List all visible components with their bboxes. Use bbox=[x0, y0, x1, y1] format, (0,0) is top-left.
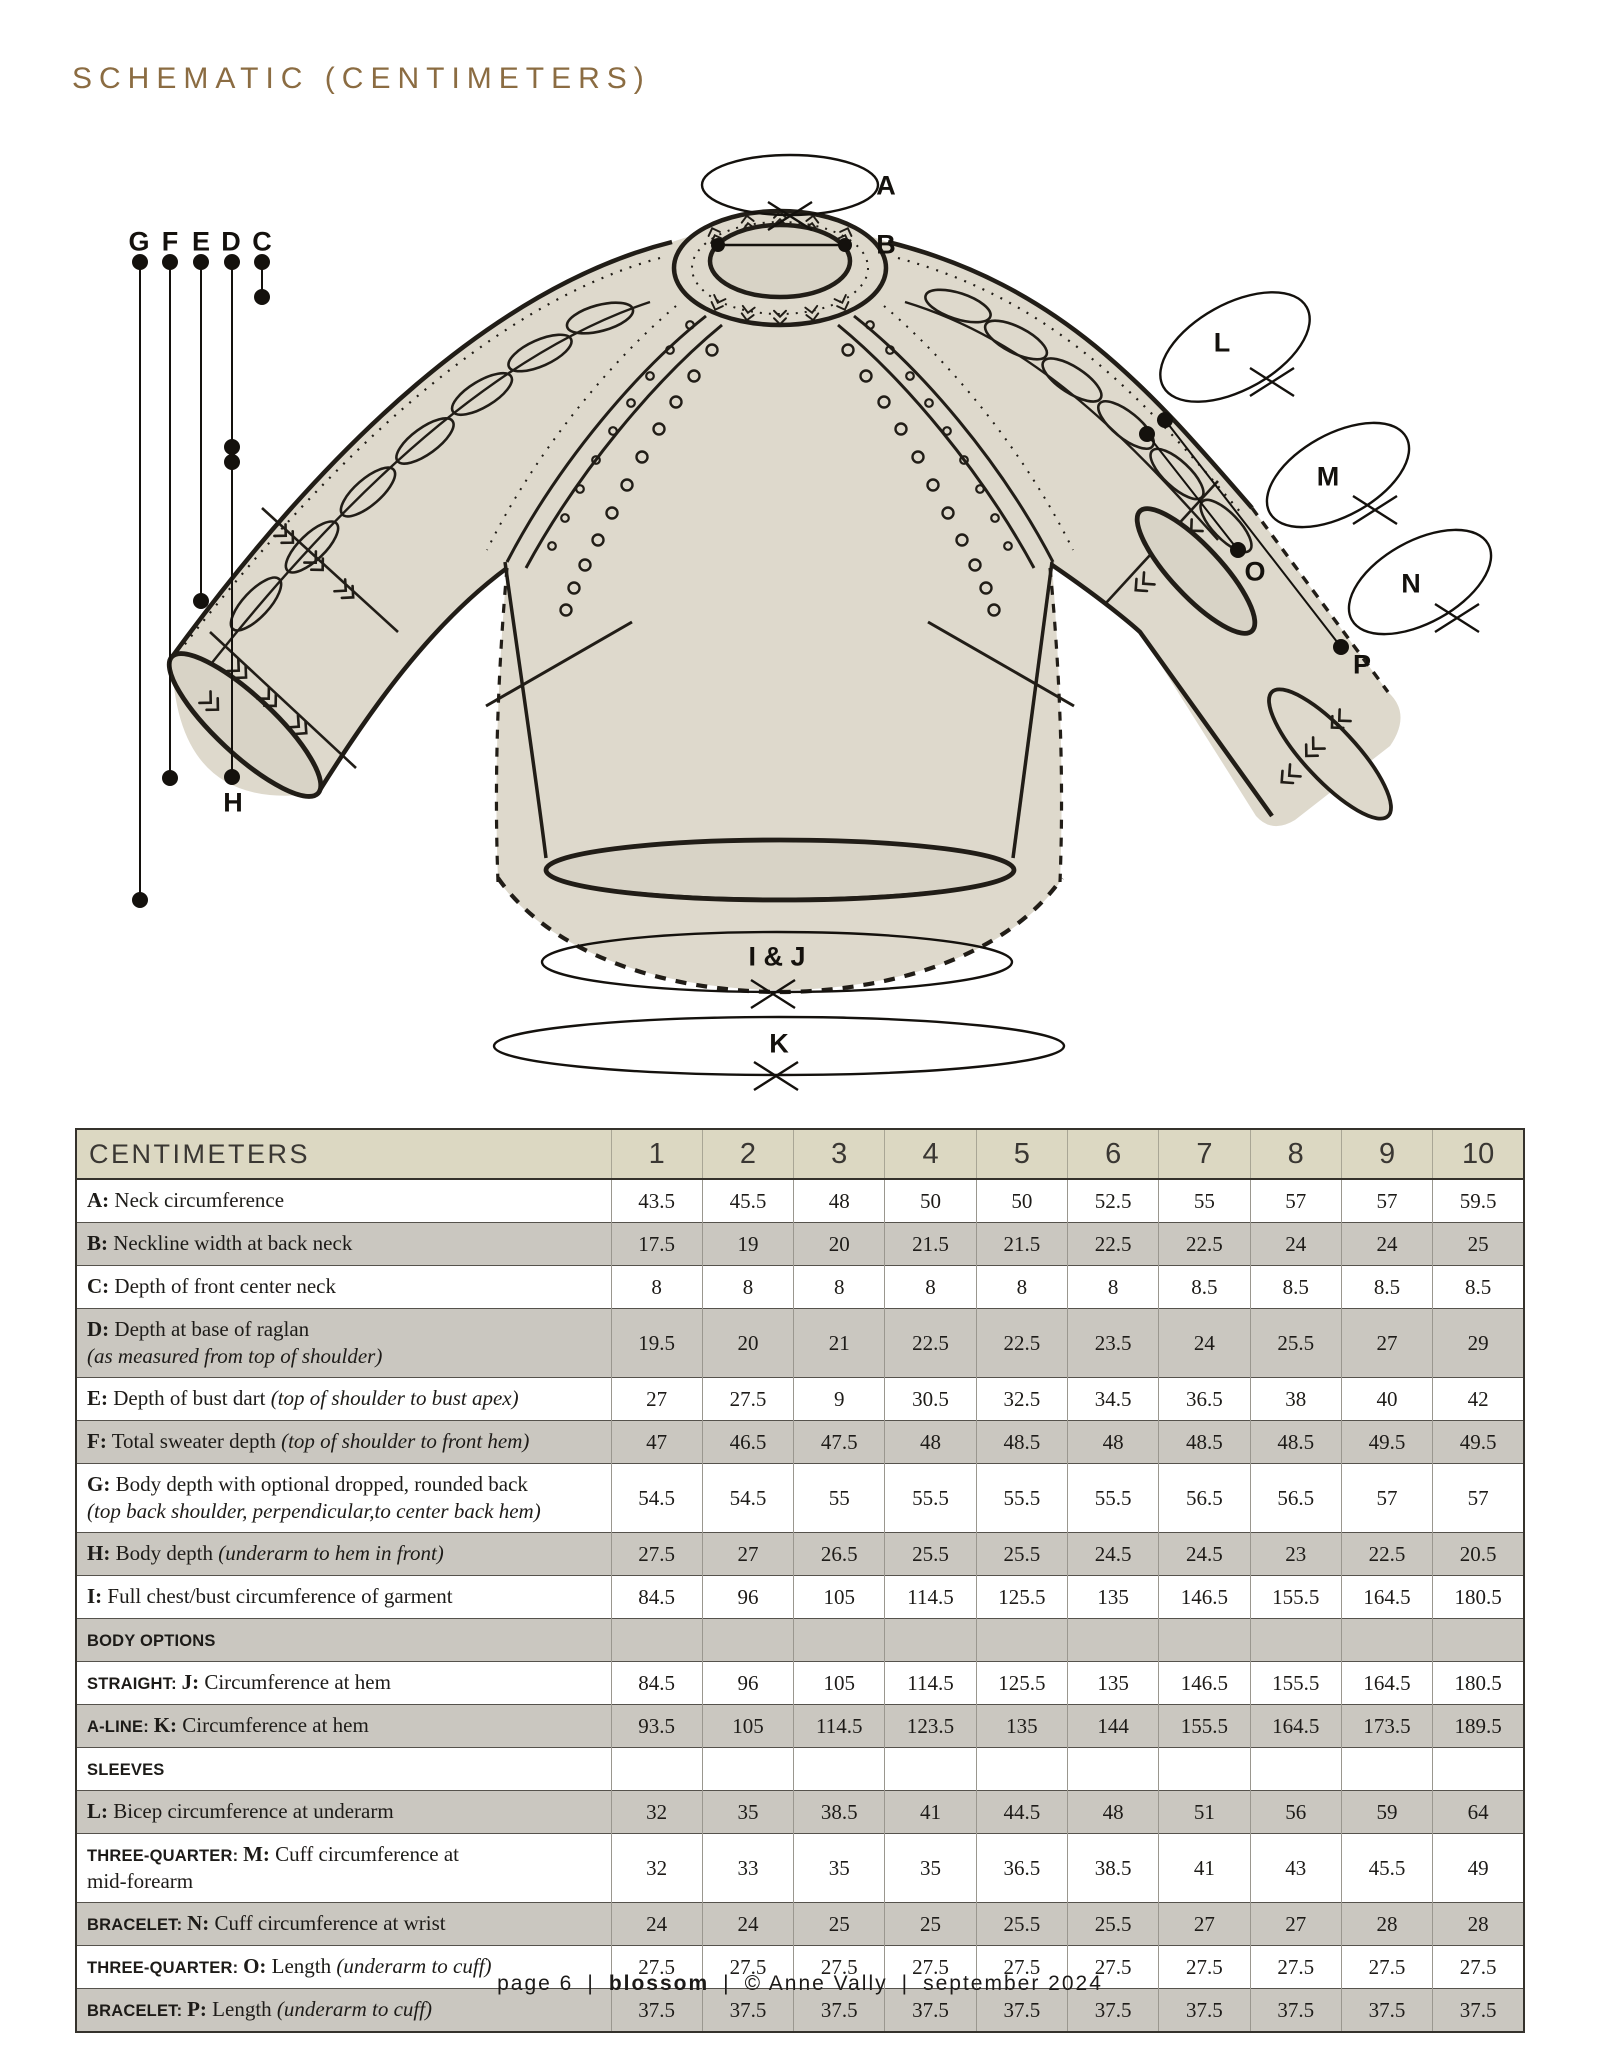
footer-brand: blossom bbox=[608, 1972, 710, 1995]
size-column-header: 1 bbox=[611, 1129, 702, 1179]
measurement-value: 48.5 bbox=[1159, 1421, 1250, 1464]
measurement-value: 35 bbox=[702, 1791, 793, 1834]
measurement-value bbox=[1250, 1748, 1341, 1791]
measurement-value: 37.5 bbox=[885, 1989, 976, 2033]
measurement-value: 32 bbox=[611, 1834, 702, 1903]
measurement-value bbox=[611, 1748, 702, 1791]
measurement-value: 48 bbox=[794, 1179, 885, 1223]
measurement-row bbox=[76, 1266, 1524, 1309]
row-label: BRACELET: N: Cuff circumference at wrist bbox=[76, 1903, 611, 1946]
section-row bbox=[76, 1748, 1524, 1791]
measurement-value: 8 bbox=[976, 1266, 1067, 1309]
measurement-value: 125.5 bbox=[976, 1576, 1067, 1619]
measurement-value: 32.5 bbox=[976, 1378, 1067, 1421]
row-label: SLEEVES bbox=[76, 1748, 611, 1791]
measurement-value: 105 bbox=[702, 1705, 793, 1748]
measurement-value: 35 bbox=[794, 1834, 885, 1903]
measurement-value: 23.5 bbox=[1067, 1309, 1158, 1378]
measurement-value: 155.5 bbox=[1250, 1576, 1341, 1619]
measurement-row bbox=[76, 1464, 1524, 1533]
measurement-value: 49.5 bbox=[1433, 1421, 1524, 1464]
measurement-value: 114.5 bbox=[885, 1576, 976, 1619]
footer-separator: | bbox=[723, 1972, 731, 1995]
measurement-value: 17.5 bbox=[611, 1223, 702, 1266]
footer-page-number: page 6 bbox=[497, 1972, 574, 1995]
measurement-value: 57 bbox=[1341, 1179, 1432, 1223]
measurement-value: 32 bbox=[611, 1791, 702, 1834]
measurement-value: 36.5 bbox=[976, 1834, 1067, 1903]
measurement-value: 180.5 bbox=[1433, 1576, 1524, 1619]
measurement-value: 37.5 bbox=[794, 1989, 885, 2033]
measurement-value: 8 bbox=[702, 1266, 793, 1309]
measurement-value: 22.5 bbox=[976, 1309, 1067, 1378]
measurement-value: 189.5 bbox=[1433, 1705, 1524, 1748]
measurement-value bbox=[702, 1619, 793, 1662]
measurement-value: 173.5 bbox=[1341, 1705, 1432, 1748]
row-label: H: Body depth (underarm to hem in front) bbox=[76, 1533, 611, 1576]
measurement-value: 180.5 bbox=[1433, 1662, 1524, 1705]
measurement-value: 8 bbox=[885, 1266, 976, 1309]
measurement-value: 50 bbox=[885, 1179, 976, 1223]
measurement-value: 55.5 bbox=[1067, 1464, 1158, 1533]
measurement-row bbox=[76, 1179, 1524, 1223]
measurement-value: 28 bbox=[1341, 1903, 1432, 1946]
measurement-value: 27 bbox=[702, 1533, 793, 1576]
table-header-row bbox=[76, 1129, 1524, 1179]
measurement-value: 27.5 bbox=[1067, 1946, 1158, 1989]
measurement-value: 22.5 bbox=[1067, 1223, 1158, 1266]
measurement-value: 55.5 bbox=[885, 1464, 976, 1533]
measurement-value: 28 bbox=[1433, 1903, 1524, 1946]
row-label: THREE-QUARTER: M: Cuff circumference at mid-forearm bbox=[76, 1834, 611, 1903]
measurement-value bbox=[1341, 1748, 1432, 1791]
measurement-row bbox=[76, 1576, 1524, 1619]
measurement-value: 59 bbox=[1341, 1791, 1432, 1834]
measurement-value: 38.5 bbox=[1067, 1834, 1158, 1903]
footer-separator: | bbox=[587, 1972, 595, 1995]
measurement-value: 27.5 bbox=[794, 1946, 885, 1989]
table-body bbox=[76, 1179, 1524, 2032]
size-column-header: 6 bbox=[1067, 1129, 1158, 1179]
measurement-value: 135 bbox=[1067, 1576, 1158, 1619]
row-label: THREE-QUARTER: O: Length (underarm to cuff) bbox=[76, 1946, 611, 1989]
measurement-value: 48 bbox=[1067, 1791, 1158, 1834]
measurement-value: 48 bbox=[885, 1421, 976, 1464]
measurement-value: 25 bbox=[1433, 1223, 1524, 1266]
measurement-value: 27.5 bbox=[611, 1946, 702, 1989]
measurement-value: 164.5 bbox=[1250, 1705, 1341, 1748]
measurement-row bbox=[76, 1903, 1524, 1946]
size-column-header: 7 bbox=[1159, 1129, 1250, 1179]
measurement-value: 38 bbox=[1250, 1378, 1341, 1421]
label-n: N bbox=[1401, 568, 1421, 599]
row-label: A: Neck circumference bbox=[76, 1179, 611, 1223]
footer-date: september 2024 bbox=[923, 1972, 1103, 1995]
measurement-value: 27.5 bbox=[885, 1946, 976, 1989]
label-l: L bbox=[1213, 327, 1231, 358]
row-label: F: Total sweater depth (top of shoulder to front hem) bbox=[76, 1421, 611, 1464]
measurement-value: 8.5 bbox=[1159, 1266, 1250, 1309]
measurement-value: 38.5 bbox=[794, 1791, 885, 1834]
measurement-value: 8.5 bbox=[1433, 1266, 1524, 1309]
measurement-value: 37.5 bbox=[611, 1989, 702, 2033]
measurement-value: 164.5 bbox=[1341, 1576, 1432, 1619]
measurement-value: 27.5 bbox=[702, 1946, 793, 1989]
measurement-row bbox=[76, 1223, 1524, 1266]
measurement-value: 34.5 bbox=[1067, 1378, 1158, 1421]
measurement-value bbox=[794, 1619, 885, 1662]
row-label: BODY OPTIONS bbox=[76, 1619, 611, 1662]
row-label: I: Full chest/bust circumference of garment bbox=[76, 1576, 611, 1619]
measurement-row bbox=[76, 1791, 1524, 1834]
row-label: E: Depth of bust dart (top of shoulder to bust apex) bbox=[76, 1378, 611, 1421]
page-footer bbox=[0, 1972, 1600, 1996]
measurement-value bbox=[1159, 1748, 1250, 1791]
label-a: A bbox=[876, 170, 896, 201]
measurement-value: 146.5 bbox=[1159, 1576, 1250, 1619]
measurement-value: 55 bbox=[1159, 1179, 1250, 1223]
measurement-value: 24 bbox=[702, 1903, 793, 1946]
measurement-value: 27.5 bbox=[1159, 1946, 1250, 1989]
measurement-value: 47 bbox=[611, 1421, 702, 1464]
measurement-value: 25.5 bbox=[976, 1903, 1067, 1946]
measurement-value: 49.5 bbox=[1341, 1421, 1432, 1464]
measurement-value: 47.5 bbox=[794, 1421, 885, 1464]
section-row bbox=[76, 1619, 1524, 1662]
measurement-value: 155.5 bbox=[1159, 1705, 1250, 1748]
row-label: L: Bicep circumference at underarm bbox=[76, 1791, 611, 1834]
measurement-value bbox=[885, 1748, 976, 1791]
size-column-header: 3 bbox=[794, 1129, 885, 1179]
row-label: STRAIGHT: J: Circumference at hem bbox=[76, 1662, 611, 1705]
measurement-value bbox=[794, 1748, 885, 1791]
sweater-schematic bbox=[0, 110, 1600, 1122]
measurement-value: 164.5 bbox=[1341, 1662, 1432, 1705]
row-label: BRACELET: P: Length (underarm to cuff) bbox=[76, 1989, 611, 2033]
measurement-value: 27.5 bbox=[1250, 1946, 1341, 1989]
row-label: A-LINE: K: Circumference at hem bbox=[76, 1705, 611, 1748]
measurement-value: 43 bbox=[1250, 1834, 1341, 1903]
measurement-value: 24 bbox=[1250, 1223, 1341, 1266]
measurement-value: 55.5 bbox=[976, 1464, 1067, 1533]
measurement-value: 30.5 bbox=[885, 1378, 976, 1421]
measurement-value: 25.5 bbox=[1250, 1309, 1341, 1378]
measurement-value: 27 bbox=[1250, 1903, 1341, 1946]
measurement-value: 22.5 bbox=[1159, 1223, 1250, 1266]
measurement-value: 8.5 bbox=[1341, 1266, 1432, 1309]
measurement-value: 49 bbox=[1433, 1834, 1524, 1903]
measurement-value bbox=[1433, 1748, 1524, 1791]
measurement-value: 56 bbox=[1250, 1791, 1341, 1834]
measurement-value: 22.5 bbox=[885, 1309, 976, 1378]
footer-copyright: © Anne Vally bbox=[744, 1972, 888, 1995]
row-label: C: Depth of front center neck bbox=[76, 1266, 611, 1309]
label-m: M bbox=[1316, 461, 1340, 492]
measurement-value: 105 bbox=[794, 1662, 885, 1705]
label-e: E bbox=[191, 226, 211, 257]
size-table bbox=[75, 1128, 1525, 2033]
measurement-value: 37.5 bbox=[1433, 1989, 1524, 2033]
measurement-value: 27.5 bbox=[976, 1946, 1067, 1989]
measurement-value: 19.5 bbox=[611, 1309, 702, 1378]
measurement-value: 25.5 bbox=[885, 1533, 976, 1576]
measurement-value: 43.5 bbox=[611, 1179, 702, 1223]
measurement-value: 56.5 bbox=[1250, 1464, 1341, 1533]
measurement-row bbox=[76, 1705, 1524, 1748]
label-o: O bbox=[1244, 556, 1266, 587]
measurement-value: 96 bbox=[702, 1576, 793, 1619]
measurement-value: 37.5 bbox=[976, 1989, 1067, 2033]
measurement-value: 37.5 bbox=[1067, 1989, 1158, 2033]
row-label: G: Body depth with optional dropped, rounded back (top back shoulder, perpendicular,to center back hem) bbox=[76, 1464, 611, 1533]
measurement-value: 125.5 bbox=[976, 1662, 1067, 1705]
measurement-value: 37.5 bbox=[1250, 1989, 1341, 2033]
measurement-value: 37.5 bbox=[1341, 1989, 1432, 2033]
measurement-value: 46.5 bbox=[702, 1421, 793, 1464]
measurement-value bbox=[1250, 1619, 1341, 1662]
measurement-value: 59.5 bbox=[1433, 1179, 1524, 1223]
measurement-value: 54.5 bbox=[611, 1464, 702, 1533]
measurement-value: 8 bbox=[611, 1266, 702, 1309]
measurement-value bbox=[976, 1748, 1067, 1791]
measurement-value: 93.5 bbox=[611, 1705, 702, 1748]
label-p: P bbox=[1352, 649, 1372, 680]
measurement-value: 48.5 bbox=[1250, 1421, 1341, 1464]
measurement-value: 36.5 bbox=[1159, 1378, 1250, 1421]
measurement-value: 37.5 bbox=[1159, 1989, 1250, 2033]
measurement-row bbox=[76, 1533, 1524, 1576]
label-i-j: I & J bbox=[748, 941, 806, 972]
measurement-value: 105 bbox=[794, 1576, 885, 1619]
measurement-value: 20.5 bbox=[1433, 1533, 1524, 1576]
measurement-value: 19 bbox=[702, 1223, 793, 1266]
row-label: D: Depth at base of raglan (as measured from top of shoulder) bbox=[76, 1309, 611, 1378]
size-column-header: 8 bbox=[1250, 1129, 1341, 1179]
measurement-value: 57 bbox=[1250, 1179, 1341, 1223]
measurement-value: 114.5 bbox=[794, 1705, 885, 1748]
measurement-value: 42 bbox=[1433, 1378, 1524, 1421]
measurement-value: 54.5 bbox=[702, 1464, 793, 1533]
measurement-value: 57 bbox=[1433, 1464, 1524, 1533]
measurement-row bbox=[76, 1662, 1524, 1705]
table-header-label: CENTIMETERS bbox=[76, 1129, 611, 1179]
measurement-value: 24 bbox=[611, 1903, 702, 1946]
measurement-value bbox=[885, 1619, 976, 1662]
measurement-value: 24.5 bbox=[1067, 1533, 1158, 1576]
measurement-value: 8 bbox=[1067, 1266, 1158, 1309]
measurement-value: 41 bbox=[885, 1791, 976, 1834]
measurement-value: 23 bbox=[1250, 1533, 1341, 1576]
measurement-value bbox=[1433, 1619, 1524, 1662]
measurement-value: 64 bbox=[1433, 1791, 1524, 1834]
measurement-value: 35 bbox=[885, 1834, 976, 1903]
measurement-value: 37.5 bbox=[702, 1989, 793, 2033]
measurement-value: 25 bbox=[885, 1903, 976, 1946]
measurement-value: 25 bbox=[794, 1903, 885, 1946]
measurement-value: 155.5 bbox=[1250, 1662, 1341, 1705]
measurement-value: 44.5 bbox=[976, 1791, 1067, 1834]
measurement-value: 20 bbox=[794, 1223, 885, 1266]
measurement-row bbox=[76, 1421, 1524, 1464]
measurement-value: 26.5 bbox=[794, 1533, 885, 1576]
measurement-row bbox=[76, 1309, 1524, 1378]
measurement-value: 25.5 bbox=[976, 1533, 1067, 1576]
measurement-value: 8 bbox=[794, 1266, 885, 1309]
row-label: B: Neckline width at back neck bbox=[76, 1223, 611, 1266]
measurement-value: 27.5 bbox=[1433, 1946, 1524, 1989]
size-column-header: 5 bbox=[976, 1129, 1067, 1179]
measurement-value: 84.5 bbox=[611, 1662, 702, 1705]
measurement-value: 27.5 bbox=[702, 1378, 793, 1421]
measurement-value: 24 bbox=[1341, 1223, 1432, 1266]
label-d: D bbox=[221, 226, 241, 257]
label-f: F bbox=[161, 226, 179, 257]
measurement-value: 21.5 bbox=[976, 1223, 1067, 1266]
measurement-value bbox=[1341, 1619, 1432, 1662]
footer-separator: | bbox=[901, 1972, 910, 1995]
measurement-value: 55 bbox=[794, 1464, 885, 1533]
measurement-value: 25.5 bbox=[1067, 1903, 1158, 1946]
measurement-value: 27.5 bbox=[611, 1533, 702, 1576]
measurement-value: 24 bbox=[1159, 1309, 1250, 1378]
page-title: SCHEMATIC (CENTIMETERS) bbox=[72, 62, 651, 95]
size-column-header: 4 bbox=[885, 1129, 976, 1179]
measurement-value: 45.5 bbox=[702, 1179, 793, 1223]
size-column-header: 2 bbox=[702, 1129, 793, 1179]
measurement-value bbox=[976, 1619, 1067, 1662]
measurement-value: 56.5 bbox=[1159, 1464, 1250, 1533]
size-column-header: 9 bbox=[1341, 1129, 1432, 1179]
measurement-value: 146.5 bbox=[1159, 1662, 1250, 1705]
measurement-value: 8.5 bbox=[1250, 1266, 1341, 1309]
measurement-value: 144 bbox=[1067, 1705, 1158, 1748]
measurement-value bbox=[1159, 1619, 1250, 1662]
measurement-value: 22.5 bbox=[1341, 1533, 1432, 1576]
label-g: G bbox=[128, 226, 150, 257]
measurement-row bbox=[76, 1378, 1524, 1421]
measurement-value: 9 bbox=[794, 1378, 885, 1421]
label-c: C bbox=[252, 226, 272, 257]
measurement-value: 27.5 bbox=[1341, 1946, 1432, 1989]
measurement-value: 21.5 bbox=[885, 1223, 976, 1266]
measurement-value bbox=[611, 1619, 702, 1662]
size-column-header: 10 bbox=[1433, 1129, 1524, 1179]
label-b: B bbox=[876, 229, 896, 260]
label-h: H bbox=[223, 787, 243, 818]
measurement-value: 96 bbox=[702, 1662, 793, 1705]
measurement-value: 24.5 bbox=[1159, 1533, 1250, 1576]
measurement-value bbox=[1067, 1748, 1158, 1791]
measurement-value: 29 bbox=[1433, 1309, 1524, 1378]
measurement-value: 50 bbox=[976, 1179, 1067, 1223]
measurement-value: 135 bbox=[976, 1705, 1067, 1748]
measurement-value: 135 bbox=[1067, 1662, 1158, 1705]
measurement-value: 27 bbox=[1159, 1903, 1250, 1946]
measurement-value: 20 bbox=[702, 1309, 793, 1378]
measurement-value: 45.5 bbox=[1341, 1834, 1432, 1903]
measurement-value bbox=[702, 1748, 793, 1791]
measurement-value: 51 bbox=[1159, 1791, 1250, 1834]
measurement-row bbox=[76, 1834, 1524, 1903]
measurement-value: 27 bbox=[611, 1378, 702, 1421]
measurement-value: 48 bbox=[1067, 1421, 1158, 1464]
measurement-value: 27 bbox=[1341, 1309, 1432, 1378]
measurement-value: 123.5 bbox=[885, 1705, 976, 1748]
neckband bbox=[674, 211, 886, 325]
measurement-value: 84.5 bbox=[611, 1576, 702, 1619]
label-k: K bbox=[769, 1028, 789, 1059]
measurement-value: 57 bbox=[1341, 1464, 1432, 1533]
measurement-value bbox=[1067, 1619, 1158, 1662]
measurement-value: 48.5 bbox=[976, 1421, 1067, 1464]
measurement-value: 52.5 bbox=[1067, 1179, 1158, 1223]
measurement-value: 41 bbox=[1159, 1834, 1250, 1903]
measurement-value: 114.5 bbox=[885, 1662, 976, 1705]
measurement-value: 33 bbox=[702, 1834, 793, 1903]
front-hem bbox=[546, 840, 1014, 900]
measurement-value: 21 bbox=[794, 1309, 885, 1378]
measurement-value: 40 bbox=[1341, 1378, 1432, 1421]
